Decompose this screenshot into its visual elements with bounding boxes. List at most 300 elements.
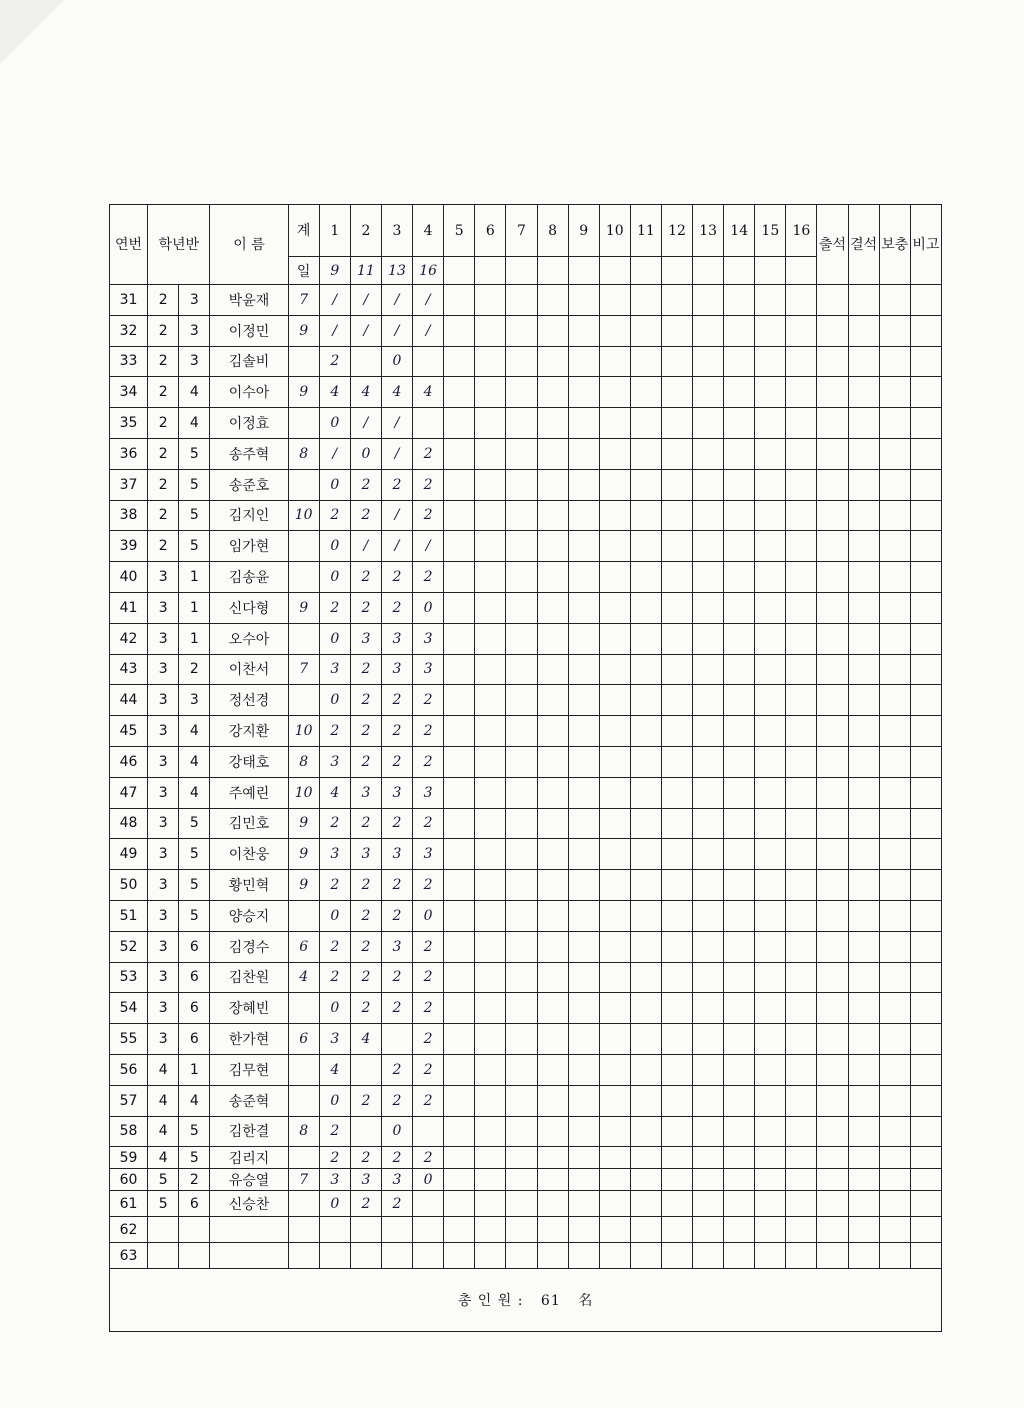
empty-session-cell [693,1243,724,1269]
empty-session-cell [537,1116,568,1147]
grade-cell: 2 [148,469,179,500]
attendance-mark: 2 [381,962,412,993]
grade-cell: 3 [148,808,179,839]
attendance-mark [319,1243,350,1269]
empty-session-cell [444,377,475,408]
header-session: 6 [475,205,506,257]
total-cell: 8 [288,746,319,777]
student-name: 이찬서 [210,654,288,685]
total-cell: 10 [288,716,319,747]
summary-cell [817,870,848,901]
student-name: 송준혁 [210,1085,288,1116]
row-number: 62 [110,1217,148,1243]
total-cell: 8 [288,438,319,469]
attendance-mark: 2 [381,685,412,716]
summary-cell [879,900,910,931]
summary-cell [879,1024,910,1055]
empty-session-cell [786,1085,817,1116]
attendance-mark [350,1054,381,1085]
total-cell [288,1191,319,1217]
attendance-table [109,204,942,1332]
grade-cell: 3 [148,1024,179,1055]
empty-session-cell [724,746,755,777]
summary-cell [817,1169,848,1191]
row-number: 41 [110,592,148,623]
class-cell: 1 [179,562,210,593]
student-name: 강지환 [210,716,288,747]
empty-session-cell [693,746,724,777]
empty-session-cell [724,562,755,593]
empty-session-cell [568,1147,599,1169]
summary-cell [848,1116,879,1147]
empty-session-cell [755,1024,786,1055]
header-session: 4 [413,205,444,257]
summary-cell [848,1024,879,1055]
table-row [110,993,942,1024]
empty-session-cell [506,1024,537,1055]
empty-session-cell [630,1191,661,1217]
grade-cell: 3 [148,654,179,685]
grade-cell: 3 [148,839,179,870]
empty-session-cell [475,931,506,962]
row-number: 54 [110,993,148,1024]
attendance-mark: 2 [319,808,350,839]
attendance-mark: 2 [350,562,381,593]
row-number: 53 [110,962,148,993]
empty-session-cell [475,408,506,439]
summary-cell [879,993,910,1024]
empty-session-cell [475,839,506,870]
class-cell: 4 [179,777,210,808]
empty-session-cell [444,808,475,839]
summary-cell [879,1191,910,1217]
empty-session-cell [630,685,661,716]
empty-session-cell [755,1191,786,1217]
empty-session-cell [724,438,755,469]
empty-session-cell [755,1169,786,1191]
summary-cell [879,746,910,777]
empty-session-cell [444,993,475,1024]
empty-session-cell [630,1085,661,1116]
attendance-mark: 2 [381,746,412,777]
empty-session-cell [568,562,599,593]
empty-session-cell [693,315,724,346]
empty-session-cell [506,1116,537,1147]
class-cell: 3 [179,315,210,346]
total-cell [288,531,319,562]
class-cell: 5 [179,870,210,901]
table-row [110,315,942,346]
row-number: 33 [110,346,148,377]
student-name: 김솔비 [210,346,288,377]
empty-session-cell [506,870,537,901]
summary-cell [910,1116,941,1147]
empty-session-cell [724,1147,755,1169]
empty-session-cell [475,962,506,993]
empty-session-cell [599,438,630,469]
summary-cell [848,1054,879,1085]
empty-session-cell [755,377,786,408]
grade-cell: 3 [148,746,179,777]
empty-session-cell [755,993,786,1024]
row-number: 51 [110,900,148,931]
empty-session-cell [661,746,692,777]
empty-session-cell [661,931,692,962]
attendance-mark: 4 [319,377,350,408]
empty-session-cell [755,685,786,716]
empty-session-cell [693,839,724,870]
total-value: 61 [540,1293,561,1310]
header-row-1 [110,205,942,257]
empty-session-cell [786,315,817,346]
grade-cell: 4 [148,1085,179,1116]
student-name: 신다형 [210,592,288,623]
empty-session-cell [661,377,692,408]
attendance-mark: 0 [350,438,381,469]
empty-session-cell [568,1169,599,1191]
table-row [110,346,942,377]
attendance-mark: / [319,315,350,346]
empty-session-cell [444,562,475,593]
summary-cell [879,777,910,808]
header-grade-class: 학년반 [148,205,210,285]
empty-session-cell [568,870,599,901]
total-cell [288,408,319,439]
total-cell [288,685,319,716]
attendance-mark: 2 [413,1024,444,1055]
row-number: 50 [110,870,148,901]
summary-cell [848,438,879,469]
attendance-mark [413,346,444,377]
empty-session-cell [599,962,630,993]
empty-session-cell [599,1085,630,1116]
empty-session-cell [506,346,537,377]
empty-session-cell [755,962,786,993]
table-row [110,1217,942,1243]
empty-session-cell [724,377,755,408]
summary-cell [848,469,879,500]
summary-cell [879,408,910,439]
class-cell: 2 [179,654,210,685]
empty-session-cell [724,1217,755,1243]
student-name: 이찬웅 [210,839,288,870]
attendance-mark: 2 [381,1191,412,1217]
empty-session-cell [444,285,475,316]
empty-session-cell [724,962,755,993]
empty-session-cell [506,1147,537,1169]
empty-session-cell [661,900,692,931]
attendance-mark [350,1217,381,1243]
class-cell: 5 [179,469,210,500]
empty-session-cell [755,839,786,870]
summary-cell [910,808,941,839]
student-name: 주예린 [210,777,288,808]
empty-session-cell [475,654,506,685]
empty-session-cell [755,469,786,500]
attendance-mark: / [350,408,381,439]
empty-session-cell [630,993,661,1024]
class-cell: 3 [179,346,210,377]
empty-session-cell [475,1169,506,1191]
summary-cell [910,1169,941,1191]
summary-cell [848,1085,879,1116]
empty-session-cell [693,531,724,562]
class-cell: 5 [179,438,210,469]
attendance-mark: 3 [350,623,381,654]
empty-session-cell [475,685,506,716]
empty-session-cell [661,1191,692,1217]
empty-session-cell [444,1054,475,1085]
empty-session-cell [568,900,599,931]
summary-cell [910,993,941,1024]
empty-session-cell [599,346,630,377]
summary-cell [910,469,941,500]
empty-session-cell [444,1116,475,1147]
attendance-mark: 0 [413,900,444,931]
empty-session-cell [786,839,817,870]
empty-session-cell [724,685,755,716]
attendance-mark: 2 [413,931,444,962]
empty-session-cell [755,408,786,439]
summary-cell [910,346,941,377]
grade-cell: 2 [148,438,179,469]
summary-cell [817,1116,848,1147]
empty-session-cell [661,1116,692,1147]
header-session: 13 [693,205,724,257]
attendance-mark [413,1217,444,1243]
attendance-mark: 2 [350,746,381,777]
empty-session-cell [506,500,537,531]
student-name: 양승지 [210,900,288,931]
empty-session-cell [630,377,661,408]
grade-cell: 3 [148,931,179,962]
summary-cell [848,1147,879,1169]
empty-session-cell [599,1024,630,1055]
row-number: 35 [110,408,148,439]
empty-session-cell [568,346,599,377]
table-row [110,1147,942,1169]
student-name: 김송윤 [210,562,288,593]
empty-session-cell [475,500,506,531]
empty-session-cell [475,1147,506,1169]
empty-session-cell [661,1217,692,1243]
grade-cell: 3 [148,592,179,623]
empty-session-cell [537,1054,568,1085]
attendance-mark: 4 [413,377,444,408]
summary-cell [848,808,879,839]
empty-session-cell [786,746,817,777]
empty-session-cell [599,408,630,439]
empty-session-cell [506,654,537,685]
grade-cell: 2 [148,500,179,531]
row-number: 61 [110,1191,148,1217]
empty-session-cell [786,808,817,839]
empty-session-cell [755,285,786,316]
total-cell [288,562,319,593]
student-name: 임가현 [210,531,288,562]
summary-cell [817,900,848,931]
attendance-mark: 2 [350,900,381,931]
empty-session-cell [786,993,817,1024]
empty-session-cell [599,377,630,408]
table-row [110,562,942,593]
empty-session-cell [599,1169,630,1191]
grade-cell [148,1217,179,1243]
empty-session-cell [755,592,786,623]
summary-cell [848,746,879,777]
empty-session-cell [444,408,475,439]
table-row [110,469,942,500]
empty-session-cell [506,931,537,962]
summary-cell [910,500,941,531]
class-cell: 4 [179,408,210,439]
total-label: 총 인 원 : [457,1293,524,1310]
row-number: 55 [110,1024,148,1055]
summary-cell [910,1024,941,1055]
empty-session-cell [786,408,817,439]
header-session: 16 [786,205,817,257]
summary-cell [879,562,910,593]
row-number: 31 [110,285,148,316]
empty-session-cell [724,346,755,377]
row-number: 47 [110,777,148,808]
empty-session-cell [693,377,724,408]
attendance-mark: 3 [350,777,381,808]
summary-cell [848,408,879,439]
empty-session-cell [475,315,506,346]
table-row [110,531,942,562]
student-name: 오수아 [210,623,288,654]
empty-session-cell [786,1054,817,1085]
table-row [110,1024,942,1055]
grade-cell [148,1243,179,1269]
summary-cell [879,592,910,623]
attendance-mark: 2 [413,1147,444,1169]
empty-session-cell [661,500,692,531]
empty-session-cell [661,839,692,870]
empty-session-cell [786,377,817,408]
attendance-mark: 3 [381,777,412,808]
empty-session-cell [537,1243,568,1269]
attendance-mark: 2 [381,592,412,623]
total-cell: 6 [288,931,319,962]
empty-session-cell [724,993,755,1024]
summary-cell [848,377,879,408]
summary-cell [910,1217,941,1243]
grade-cell: 3 [148,962,179,993]
empty-session-cell [475,346,506,377]
summary-cell [879,1169,910,1191]
empty-session-cell [724,592,755,623]
student-name: 김무현 [210,1054,288,1085]
empty-session-cell [630,469,661,500]
empty-session-cell [786,285,817,316]
summary-cell [817,1191,848,1217]
empty-session-cell [661,592,692,623]
attendance-mark: / [413,315,444,346]
table-row [110,746,942,777]
summary-cell [910,900,941,931]
empty-session-cell [568,993,599,1024]
empty-session-cell [786,654,817,685]
empty-session-cell [568,716,599,747]
empty-session-cell [661,870,692,901]
empty-session-cell [724,1085,755,1116]
grade-cell: 3 [148,623,179,654]
empty-session-cell [693,408,724,439]
summary-cell [817,623,848,654]
attendance-mark: 0 [319,408,350,439]
empty-session-cell [786,1169,817,1191]
empty-session-cell [506,777,537,808]
empty-session-cell [537,654,568,685]
total-cell [288,900,319,931]
empty-session-cell [444,839,475,870]
summary-cell [817,592,848,623]
empty-session-cell [786,1191,817,1217]
page-fold-corner [0,0,64,64]
empty-session-cell [724,1054,755,1085]
total-cell: 9 [288,592,319,623]
header-session: 5 [444,205,475,257]
summary-cell [879,839,910,870]
attendance-mark: 3 [413,654,444,685]
class-cell: 3 [179,685,210,716]
empty-session-cell [506,1054,537,1085]
attendance-mark: 2 [350,808,381,839]
attendance-mark: 2 [350,592,381,623]
class-cell: 5 [179,531,210,562]
summary-cell [910,531,941,562]
empty-session-cell [444,1147,475,1169]
empty-session-cell [724,931,755,962]
attendance-mark: 2 [381,993,412,1024]
student-name: 한가현 [210,1024,288,1055]
header-makeup: 보충 [879,205,910,285]
class-cell: 1 [179,1054,210,1085]
empty-session-cell [724,1191,755,1217]
summary-cell [879,1217,910,1243]
empty-session-cell [506,377,537,408]
empty-session-cell [537,1191,568,1217]
empty-session-cell [755,746,786,777]
empty-session-cell [786,1243,817,1269]
empty-session-cell [444,962,475,993]
empty-session-cell [724,1116,755,1147]
student-name: 황민혁 [210,870,288,901]
empty-session-cell [568,1085,599,1116]
table-row [110,1116,942,1147]
attendance-mark [413,1243,444,1269]
empty-session-cell [568,531,599,562]
attendance-mark: 2 [413,438,444,469]
empty-session-cell [693,1085,724,1116]
grade-cell: 4 [148,1054,179,1085]
empty-session-cell [537,346,568,377]
empty-session-cell [693,1054,724,1085]
empty-session-cell [568,1217,599,1243]
summary-cell [910,716,941,747]
attendance-mark: 2 [350,870,381,901]
row-number: 52 [110,931,148,962]
empty-session-cell [537,808,568,839]
empty-session-cell [786,931,817,962]
attendance-mark: 3 [413,777,444,808]
summary-cell [848,562,879,593]
summary-cell [910,285,941,316]
total-cell: 9 [288,377,319,408]
empty-session-cell [630,592,661,623]
